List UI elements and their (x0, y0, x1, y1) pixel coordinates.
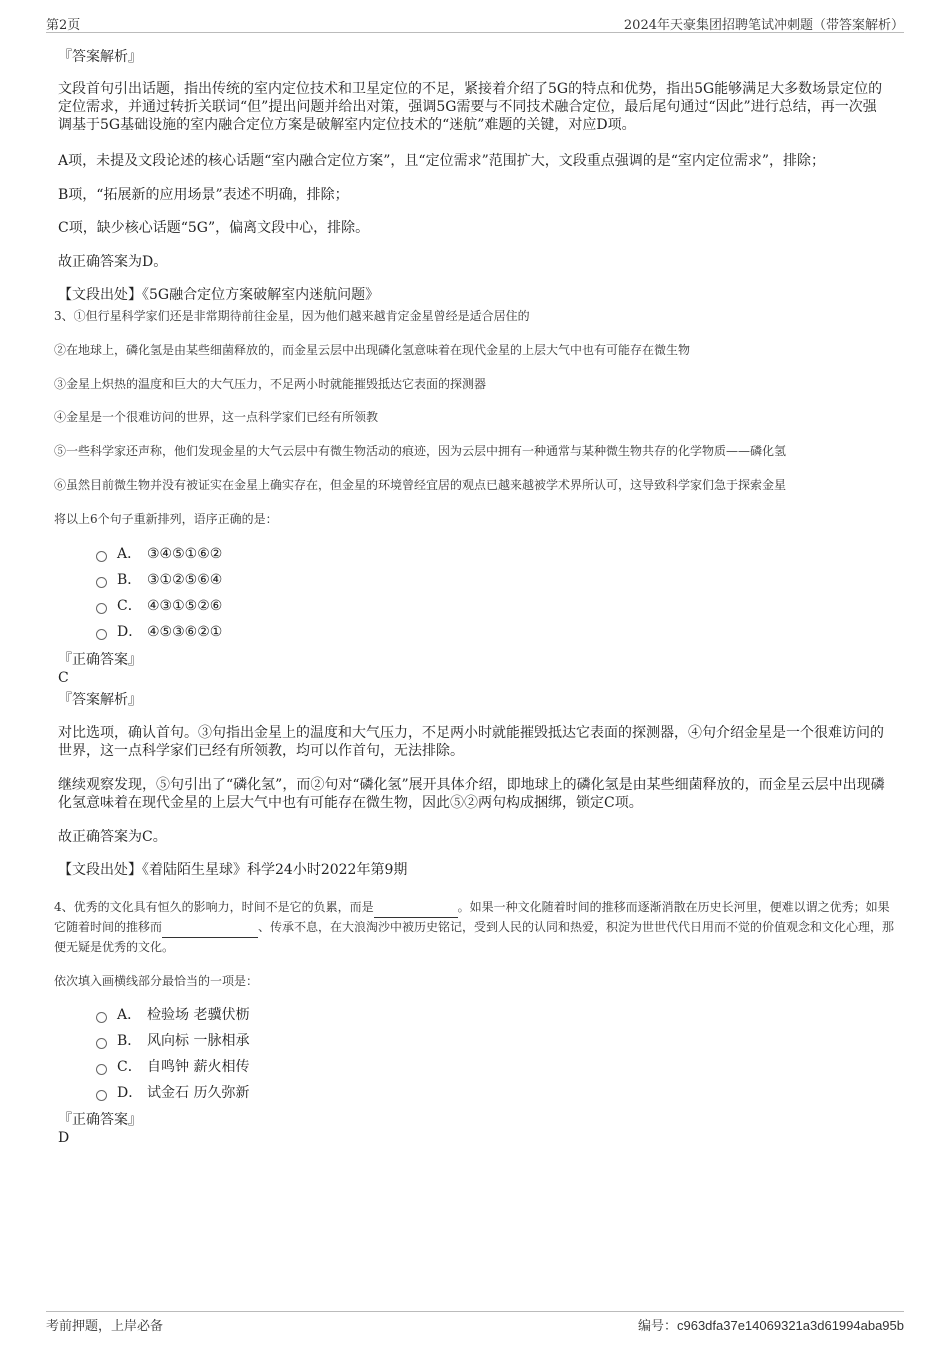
q3-sentence-1: 3、①但行星科学家们还是非常期待前往金星，因为他们越来越肯定金星曾经是适合居住的 (54, 309, 530, 323)
q3-option-c[interactable] (96, 597, 222, 615)
q4-stem (54, 898, 896, 957)
q3-sentence-4: ④金星是一个很难访问的世界，这一点科学家们已经有所领教 (54, 410, 379, 424)
option-key: C． (117, 1059, 142, 1075)
option-key: D． (117, 624, 143, 640)
radio-icon[interactable] (96, 1012, 107, 1023)
option-key: B． (117, 1033, 142, 1049)
footer-slogan: 考前押题，上岸必备 (46, 1319, 164, 1334)
q2-source: 【文段出处】《5G融合定位方案破解室内迷航问题》 (58, 287, 380, 303)
option-key: D． (117, 1085, 143, 1101)
q3-sentence-2: ②在地球上，磷化氢是由某些细菌释放的，而金星云层中出现磷化氢意味着在现代金星的上层大气中也有可能存在微生物 (54, 343, 691, 357)
q4-option-c[interactable] (96, 1058, 249, 1076)
radio-icon[interactable] (96, 577, 107, 588)
radio-icon[interactable] (96, 1064, 107, 1075)
q3-analysis-label: 『答案解析』 (58, 692, 142, 708)
q3-option-b[interactable] (96, 571, 222, 589)
option-text: 试金石 历久弥新 (147, 1085, 250, 1101)
option-text: ③①②⑤⑥④ (147, 572, 223, 588)
option-key: A． (117, 546, 142, 562)
q3-sentence-5: ⑤一些科学家还声称，他们发现金星的大气云层中有微生物活动的痕迹，因为云层中拥有一种通常与某种微生物共存的化学物质——磷化氢 (54, 444, 787, 458)
document-title: 2024年天豪集团招聘笔试冲刺题（带答案解析） (623, 18, 904, 33)
q4-stem-part-b: 。如果一种文化随着时间的推移而逐渐消散在历史长河里，便难以谓之优秀；如果它随着时间的推移而 (54, 900, 890, 934)
q3-source: 【文段出处】《着陆陌生星球》科学24小时2022年第9期 (58, 862, 408, 878)
page-number: 第2页 (46, 18, 81, 33)
q3-analysis-p3: 故正确答案为C。 (58, 829, 167, 845)
q4-answer: D (58, 1130, 70, 1146)
q3-analysis-p2: 继续观察发现，⑤句引出了“磷化氢”，而②句对“磷化氢”展开具体介绍，即地球上的磷化氢是由某些细菌释放的，而金星云层中出现磷化氢意味着在现代金星的上层大气中也有可能存在微生物，因此⑤②两句构成捆绑，锁定C项。 (58, 777, 885, 811)
q4-blank-2 (162, 918, 258, 938)
option-key: A． (117, 1007, 142, 1023)
q3-analysis-p1: 对比选项，确认首句。③句指出金星上的温度和大气压力，不足两小时就能摧毁抵达它表面的探测器，④句介绍金星是一个很难访问的世界，这一点科学家们已经有所领教，均可以作首句，无法排除。 (58, 725, 884, 759)
option-text: 检验场 老骥伏枥 (147, 1007, 250, 1023)
option-key: C． (117, 598, 142, 614)
q3-sentence-6: ⑥虽然目前微生物并没有被证实在金星上确实存在，但金星的环境曾经宜居的观点已越来越被学术界所认可，这导致科学家们急于探索金星 (54, 478, 787, 492)
radio-icon[interactable] (96, 1038, 107, 1049)
option-text: 自鸣钟 薪火相传 (147, 1059, 250, 1075)
document-code: 编号：c963dfa37e14069321a3d61994aba95b (637, 1318, 904, 1333)
q4-option-a[interactable] (96, 1006, 249, 1024)
q3-option-d[interactable] (96, 623, 222, 641)
option-text: ④③①⑤②⑥ (147, 598, 223, 614)
q2-analysis-p2: A项，未提及文段论述的核心话题“室内融合定位方案”，且“定位需求”范围扩大，文段重点强调的是“室内定位需求”，排除； (58, 153, 826, 169)
option-text: ④⑤③⑥②① (147, 624, 223, 640)
q4-blank-1 (374, 898, 458, 918)
option-text: ③④⑤①⑥② (147, 546, 223, 562)
option-key: B． (117, 572, 142, 588)
q3-option-a[interactable] (96, 545, 222, 563)
option-text: 风向标 一脉相承 (147, 1033, 250, 1049)
q4-stem-part-c: 、传承不息，在大浪淘沙中被历史铭记，受到人民的认同和热爱，积淀为世世代代日用而不觉的价值观念和文化心理，那便无疑是优秀的文化。 (54, 920, 895, 954)
radio-icon[interactable] (96, 551, 107, 562)
radio-icon[interactable] (96, 603, 107, 614)
q2-analysis-p3: B项，“拓展新的应用场景”表述不明确，排除； (58, 187, 349, 203)
radio-icon[interactable] (96, 629, 107, 640)
q3-prompt: 将以上6个句子重新排列，语序正确的是： (54, 512, 278, 526)
q2-analysis-p1: 文段首句引出话题，指出传统的室内定位技术和卫星定位的不足，紧接着介绍了5G的特点和优势，指出5G能够满足大多数场景定位的定位需求，并通过转折关联词“但”提出问题并给出对策，强调5G需要与不同技术融合定位，最后尾句通过“因此”进行总结，再一次强调基于5G基础设施的室内融合定位方案是破解室内定位技术的“迷航”难题的关键，对应D项。 (58, 81, 883, 133)
q2-analysis-label: 『答案解析』 (58, 49, 142, 65)
q3-answer: C (58, 670, 69, 686)
q2-analysis-p4: C项，缺少核心话题“5G”，偏离文段中心，排除。 (58, 220, 370, 236)
q2-analysis-p5: 故正确答案为D。 (58, 254, 168, 270)
radio-icon[interactable] (96, 1090, 107, 1101)
q4-option-d[interactable] (96, 1084, 249, 1102)
page-header (46, 12, 904, 33)
q3-sentence-3: ③金星上炽热的温度和巨大的大气压力，不足两小时就能摧毁抵达它表面的探测器 (54, 377, 487, 391)
q4-answer-label: 『正确答案』 (58, 1112, 142, 1128)
q4-stem-part-a: 4、优秀的文化具有恒久的影响力，时间不是它的负累，而是 (54, 900, 374, 914)
q3-answer-label: 『正确答案』 (58, 652, 142, 668)
q4-option-b[interactable] (96, 1032, 249, 1050)
page-footer (46, 1311, 904, 1336)
q4-prompt: 依次填入画横线部分最恰当的一项是： (54, 974, 259, 988)
